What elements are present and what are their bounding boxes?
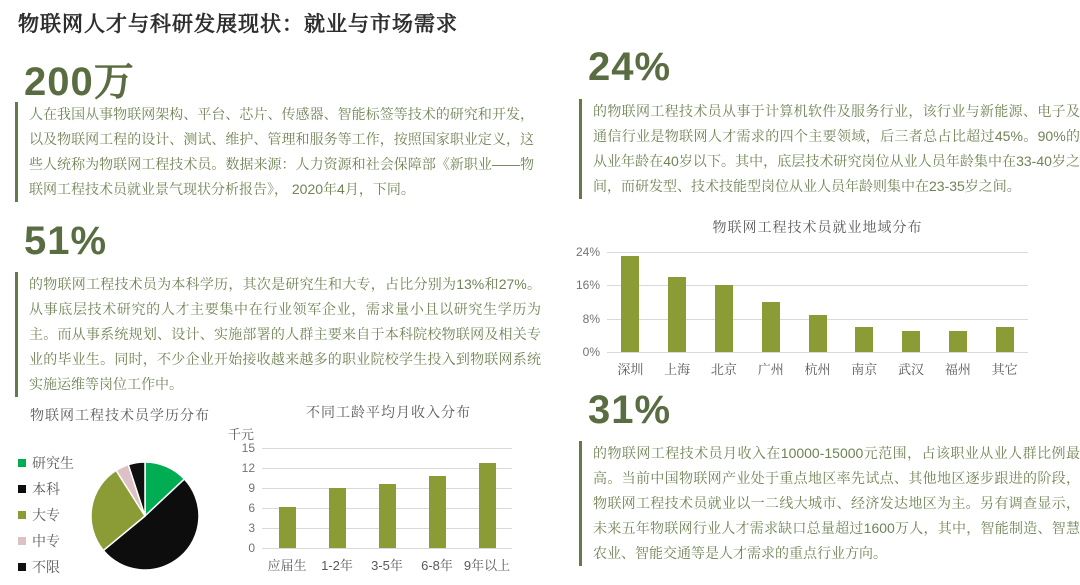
y-tick-label: 0% xyxy=(582,345,600,359)
stat-value-51: 51% xyxy=(24,219,108,263)
legend-item-中专 xyxy=(18,528,74,554)
gridline xyxy=(262,548,512,549)
x-category-label: 福州 xyxy=(944,362,971,377)
legend-swatch xyxy=(18,511,26,519)
y-tick-label: 15 xyxy=(241,441,255,455)
y-tick-label: 8% xyxy=(582,311,600,326)
gridline xyxy=(607,252,1028,253)
legend-item-大专 xyxy=(18,502,74,528)
x-category-label: 广州 xyxy=(757,362,784,377)
bar-上海 xyxy=(668,277,686,352)
stat-value-24: 24% xyxy=(588,45,672,89)
x-category-label: 武汉 xyxy=(898,362,925,377)
stat-value-31: 31% xyxy=(588,388,672,432)
y-tick-label: 9 xyxy=(248,481,255,495)
y-tick-label: 3 xyxy=(248,521,255,535)
bar-武汉 xyxy=(902,331,920,352)
education-pie-legend xyxy=(18,450,74,580)
income-chart-plot xyxy=(241,441,512,573)
y-tick-label: 12 xyxy=(241,461,255,475)
x-category-label: 其它 xyxy=(991,362,1018,377)
gridline xyxy=(262,448,512,449)
stat-value-200w: 200万 xyxy=(24,60,135,104)
gridline xyxy=(607,352,1028,353)
x-category-label: 深圳 xyxy=(617,362,644,377)
legend-swatch xyxy=(18,485,26,493)
stat-text-200w: 人在我国从事物联网架构、平台、芯片、传感器、智能标签等技术的研究和开发，以及物联网工程的设计、测试、维护、管理和服务等工作，按照国家职业定义，这些人统称为物联网工程技术员。数据来源：人力资源和社会保障部《新职业——物联网工程技术员就业景气现状分析报告》， 2020年4月，下同。 xyxy=(15,102,534,202)
education-pie-chart xyxy=(88,459,202,573)
x-category-label: 北京 xyxy=(710,362,737,377)
y-tick-label: 0 xyxy=(248,541,255,555)
legend-label: 中专 xyxy=(32,533,60,549)
region-chart-title: 物联网工程技术员就业地域分布 xyxy=(712,219,923,235)
x-category-label: 9年以上 xyxy=(463,558,511,573)
legend-label: 大专 xyxy=(32,507,60,523)
y-tick-label: 16% xyxy=(575,278,600,293)
stat-text-24: 的物联网工程技术员从事于计算机软件及服务行业，该行业与新能源、电子及通信行业是物联网人才需求的四个主要领域，后三者总占比超过45%。90%的从业年龄在40岁以下。其中，底层技术研究岗位从业人员年龄集中在33-40岁之间，而研发型、技术技能型岗位从业人员年龄则集中在23-35岁之间。 xyxy=(579,99,1080,199)
education-chart-title: 物联网工程技术员学历分布 xyxy=(30,407,210,423)
income-chart-y-unit: 千元 xyxy=(228,427,255,442)
y-tick-label: 24% xyxy=(575,245,600,259)
legend-item-研究生 xyxy=(18,450,74,476)
bar-杭州 xyxy=(809,315,827,353)
legend-swatch xyxy=(18,563,26,571)
legend-label: 本科 xyxy=(32,481,60,497)
bar-6-8年 xyxy=(429,476,446,548)
legend-swatch xyxy=(18,459,26,467)
legend-label: 不限 xyxy=(32,559,60,575)
bar-南京 xyxy=(855,327,873,352)
legend-item-不限 xyxy=(18,554,74,580)
stat-text-51: 的物联网工程技术员为本科学历，其次是研究生和大专，占比分别为13%和27%。从事底层技术研究的人才主要集中在行业领军企业，需求量小且以研究生学历为主。而从事系统规划、设计、实施部署的人群主要来自于本科院校物联网及相关专业的毕业生。同时，不少企业开始接收越来越多的职业院校学生投入到物联网系统实施运维等岗位工作中。 xyxy=(15,272,541,397)
x-category-label: 杭州 xyxy=(804,362,831,377)
x-category-label: 1-2年 xyxy=(321,558,353,573)
page-title: 物联网人才与科研发展现状：就业与市场需求 xyxy=(18,13,458,36)
gridline xyxy=(262,468,512,469)
legend-label: 研究生 xyxy=(32,455,74,471)
x-category-label: 3-5年 xyxy=(371,558,403,573)
x-category-label: 上海 xyxy=(664,362,691,377)
legend-swatch xyxy=(18,537,26,545)
bar-1-2年 xyxy=(329,488,346,548)
bar-福州 xyxy=(949,331,967,352)
x-category-label: 应届生 xyxy=(267,558,307,573)
y-tick-label: 6 xyxy=(248,501,255,515)
bar-3-5年 xyxy=(379,484,396,548)
bar-其它 xyxy=(996,327,1014,352)
x-category-label: 南京 xyxy=(851,362,878,377)
bar-广州 xyxy=(762,302,780,352)
region-chart-plot xyxy=(575,245,1028,377)
bar-深圳 xyxy=(621,256,639,352)
bar-应届生 xyxy=(279,507,296,548)
stat-text-31: 的物联网工程技术员月收入在10000-15000元范围，占该职业从业人群比例最高。当前中国物联网产业处于重点地区率先试点、其他地区逐步跟进的阶段，物联网工程技术员就业以一二线大城市、经济发达地区为主。另有调查显示，未来五年物联网行业人才需求缺口总量超过1600万人，其中，智能制造、智慧农业、智能交通等是人才需求的重点行业方向。 xyxy=(579,441,1080,566)
legend-item-本科 xyxy=(18,476,74,502)
x-category-label: 6-8年 xyxy=(421,558,453,573)
income-chart-title: 不同工龄平均月收入分布 xyxy=(306,404,471,420)
bar-9年以上 xyxy=(479,463,496,548)
bar-北京 xyxy=(715,285,733,352)
